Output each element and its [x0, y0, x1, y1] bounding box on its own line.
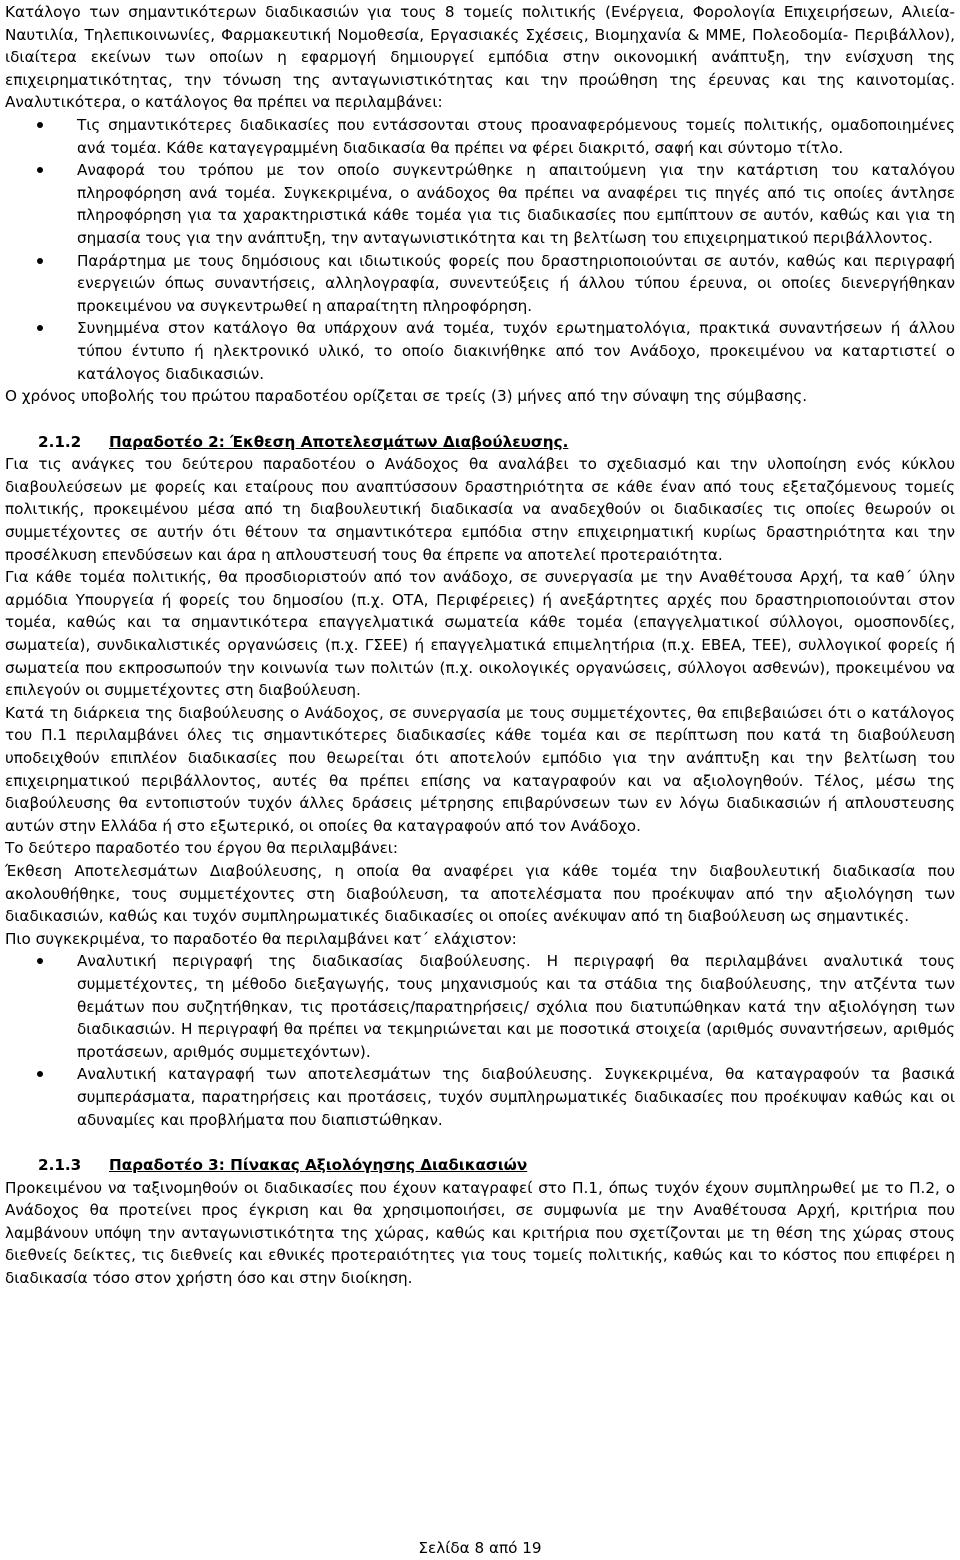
section-number: 2.1.2	[38, 432, 82, 451]
list-item: Συνημμένα στον κατάλογο θα υπάρχουν ανά τομέα, τυχόν ερωτηματολόγια, πρακτικά συναντήσεων ή άλλου τύπου έντυπο ή ηλεκτρονικό υλικό, το οποίο διακινήθηκε από τον Ανάδοχο, προκειμένου να καταρτιστεί ο κατάλογος διαδικασιών.	[5, 317, 955, 385]
paragraph: Προκειμένου να ταξινομηθούν οι διαδικασίες που έχουν καταγραφεί στο Π.1, όπως τυχόν έχουν συμπληρωθεί με το Π.2, ο Ανάδοχος θα προτείνει προς έγκριση και θα χρησιμοποιήσει, σε συμφωνία με την Αναθέτουσα Αρχή, κριτήρια που λαμβάνουν υπόψη την ανταγωνιστικότητα της χώρας, καθώς και κριτήρια που σχετίζονται με τη θέση της χώρας στους διεθνείς δείκτες, τις διεθνείς και εθνικές προτεραιότητες για τους τομείς πολιτικής, καθώς και το κόστος που επιφέρει η διαδικασία τόσο στον χρήστη όσο και στην διοίκηση.	[5, 1178, 955, 1288]
list-item: Αναλυτική περιγραφή της διαδικασίας διαβούλευσης. Η περιγραφή θα περιλαμβάνει αναλυτικά τους συμμετέχοντες, τη μέθοδο διεξαγωγής, τους μηχανισμούς και τα στάδια της διαβούλευσης, την ατζέντα των θεμάτων που συζητήθηκαν, τις προτάσεις/παρατηρήσεις/ σχόλια που διατυπώθηκαν κατά την αξιολόγηση των διαδικασιών. Η περιγραφή θα πρέπει να τεκμηριώνεται και με ποσοτικά στοιχεία (αριθμός συναντήσεων, αριθμός προτάσεων, αριθμός συμμετεχόντων).	[5, 950, 955, 1063]
list-item: Αναλυτική καταγραφή των αποτελεσμάτων της διαβούλευσης. Συγκεκριμένα, θα καταγραφούν τα βασικά συμπεράσματα, παρατηρήσεις και προτάσεις, τυχόν συμπληρωματικές διαδικασίες που προέκυψαν καθώς και οι αδυναμίες και προβλήματα που διαπιστώθηκαν.	[5, 1063, 955, 1131]
list-item: Παράρτημα με τους δημόσιους και ιδιωτικούς φορείς που δραστηριοποιούνται σε αυτόν, καθώς και περιγραφή ενεργειών όπως συναντήσεις, αλληλογραφία, συνεντεύξεις ή άλλου τύπου έρευνα, οι οποίες διενεργήθηκαν προκειμένου να συγκεντρωθεί η απαραίτητη πληροφόρηση.	[5, 250, 955, 318]
paragraph: Έκθεση Αποτελεσμάτων Διαβούλευσης, η οποία θα αναφέρει για κάθε τομέα την διαβουλευτική διαδικασία που ακολουθήθηκε, τους συμμετέχοντες στη διαβούλευση, τα αποτελέσματα που προέκυψαν από την αξιολόγηση των διαδικασιών, καθώς και τυχόν συμπληρωματικές διαδικασίες οι οποίες ανέκυψαν από τη διαβούλευση ως σημαντικές.	[5, 861, 955, 926]
paragraph: Κατά τη διάρκεια της διαβούλευσης ο Ανάδοχος, σε συνεργασία με τους συμμετέχοντες, θα επιβεβαιώσει ότι ο κατάλογος του Π.1 περιλαμβάνει όλες τις σημαντικότερες διαδικασίες κάθε τομέα και σε περίπτωση που κατά τη διαβούλευση υποδειχθούν επιπλέον διαδικασίες που θεωρείται ότι αποτελούν εμπόδιο για την ανάπτυξη και την βελτίωση του επιχειρηματικού περιβάλλοντος, αυτές θα πρέπει επίσης να καταγραφούν και να αξιολογηθούν. Τέλος, μέσω της διαβούλευσης θα εντοπιστούν τυχόν άλλες δράσεις μέτρησης επιβαρύνσεων των εν λόγω διαδικασιών ή απλουστευσης αυτών στην Ελλάδα ή στο εξωτερικό, οι οποίες θα καταγραφούν από τον Ανάδοχο.	[5, 703, 955, 835]
paragraph: Για κάθε τομέα πολιτικής, θα προσδιοριστούν από τον ανάδοχο, σε συνεργασία με την Αναθέτουσα Αρχή, τα καθ΄ ύλην αρμόδια Υπουργεία ή φορείς του δημοσίου (π.χ. ΟΤΑ, Περιφέρειες) ή ανεξάρτητες αρχές που δραστηριοποιούνται στον τομέα, καθώς και τα σημαντικότερα επαγγελματικά σωματεία κάθε τομέα (επαγγελματικοί σύλλογοι, ομοσπονδίες, σωματεία), συνδικαλιστικές οργανώσεις (π.χ. ΓΣΕΕ) ή επαγγελματικά επιμελητήρια (π.χ. ΕΒΕΑ, ΤΕΕ), συλλογικοί φορείς ή σωματεία που εκπροσωπούν την κοινωνία των πολιτών (π.χ. οικολογικές οργανώσεις, σύλλογοι ασθενών), προκειμένου να επιλεγούν οι συμμετέχοντες στη διαβούλευση.	[5, 568, 955, 700]
section-heading-deliverable-2	[5, 431, 955, 454]
paragraph: Πιο συγκεκριμένα, το παραδοτέο θα περιλαμβάνει κατ΄ ελάχιστον:	[5, 929, 517, 948]
section-heading-deliverable-3	[5, 1154, 955, 1177]
section-title: Παραδοτέο 3: Πίνακας Αξιολόγησης Διαδικασιών	[109, 1156, 528, 1175]
page-footer: Σελίδα 8 από 19	[418, 1539, 542, 1557]
section-number: 2.1.3	[38, 1156, 82, 1175]
intro-paragraph: Κατάλογο των σημαντικότερων διαδικασιών για τους 8 τομείς πολιτικής (Ενέργεια, Φορολογία Επιχειρήσεων, Αλιεία-Ναυτιλία, Τηλεπικοινωνίες, Φαρμακευτική Νομοθεσία, Εργασιακές Σχέσεις, Βιομηχανία & ΜΜΕ, Πολεοδομία- Περιβάλλον), ιδιαίτερα εκείνων των οποίων η εφαρμογή δημιουργεί εμπόδια στην οικονομική ανάπτυξη, την ενίσχυση της επιχειρηματικότητας, την τόνωση της ανταγωνιστικότητας και την προώθηση της έρευνας και της καινοτομίας. Αναλυτικότερα, ο κατάλογος θα πρέπει να περιλαμβάνει:	[5, 3, 955, 112]
paragraph: Το δεύτερο παραδοτέο του έργου θα περιλαμβάνει:	[5, 839, 399, 858]
intro-bullet-list	[5, 114, 955, 385]
list-item: Αναφορά του τρόπου με τον οποίο συγκεντρώθηκε η απαιτούμενη για την κατάρτιση του καταλόγου πληροφόρηση ανά τομέα. Συγκεκριμένα, ο ανάδοχος θα πρέπει να αναφέρει τις πηγές από τις οποίες άντλησε πληροφόρηση για τα χαρακτηριστικά κάθε τομέα για τις διαδικασίες που εμπίπτουν σε αυτόν, καθώς και για τη σημασία τους για την ανάπτυξη, την ανταγωνιστικότητα και τη βελτίωση του επιχειρηματικού περιβάλλοντος.	[5, 159, 955, 249]
section-title: Παραδοτέο 2: Έκθεση Αποτελεσμάτων Διαβούλευσης.	[109, 432, 569, 451]
deliverable-2-bullet-list	[5, 950, 955, 1131]
submission-time-paragraph: Ο χρόνος υποβολής του πρώτου παραδοτέου ορίζεται σε τρείς (3) μήνες από την σύναψη της σύμβασης.	[5, 387, 808, 406]
list-item: Τις σημαντικότερες διαδικασίες που εντάσσονται στους προαναφερόμενους τομείς πολιτικής, ομαδοποιημένες ανά τομέα. Κάθε καταγεγραμμένη διαδικασία θα πρέπει να φέρει διακριτό, σαφή και σύντομο τίτλο.	[5, 114, 955, 159]
paragraph: Για τις ανάγκες του δεύτερου παραδοτέου ο Ανάδοχος θα αναλάβει το σχεδιασμό και την υλοποίηση ενός κύκλου διαβουλεύσεων με φορείς και εταίρους που αναπτύσσουν δραστηριότητα σε κάθε έναν από τους εξεταζόμενους τομείς πολιτικής, προκειμένου μέσα από τη διαβουλευτική διαδικασία να αναδεχθούν οι διαδικασίες τις οποίες θεωρούν οι συμμετέχοντες σε αυτήν ότι θέτουν τα σημαντικότερα εμπόδια στην επιχειρηματική κυρίως δραστηριότητα και την προσέλκυση επενδύσεων και άρα η απλουστευσή τους θα έπρεπε να αποτελεί προτεραιότητα.	[5, 455, 955, 564]
